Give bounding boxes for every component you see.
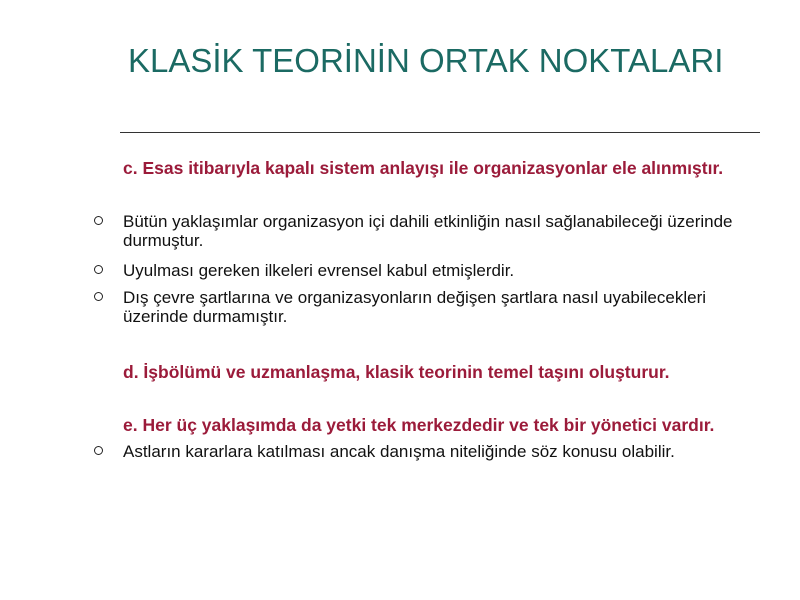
- bullet-text: Astların kararlara katılması ancak danışma niteliğinde söz konusu olabilir.: [123, 442, 675, 461]
- hollow-circle-bullet-icon: [94, 446, 103, 455]
- bullet-text: Uyulması gereken ilkeleri evrensel kabul etmişlerdir.: [123, 261, 515, 280]
- section-heading-c: c. Esas itibarıyla kapalı sistem anlayışı ile organizasyonlar ele alınmıştır.: [123, 158, 724, 178]
- hollow-circle-bullet-icon: [94, 265, 103, 274]
- hollow-circle-bullet-icon: [94, 292, 103, 301]
- slide-title: KLASİK TEORİNİN ORTAK NOKTALARI: [128, 42, 724, 79]
- title-divider: [120, 132, 760, 133]
- section-heading-e: e. Her üç yaklaşımda da yetki tek merkezdedir ve tek bir yönetici vardır.: [123, 415, 715, 435]
- bullet-text: Bütün yaklaşımlar organizasyon içi dahili etkinliğin nasıl sağlanabileceği üzerinde durmuştur.: [123, 212, 733, 250]
- hollow-circle-bullet-icon: [94, 216, 103, 225]
- bullet-text: Dış çevre şartlarına ve organizasyonların değişen şartlara nasıl uyabilecekleri üzerinde durmamıştır.: [123, 288, 707, 326]
- section-heading-d: d. İşbölümü ve uzmanlaşma, klasik teorinin temel taşını oluşturur.: [123, 362, 670, 382]
